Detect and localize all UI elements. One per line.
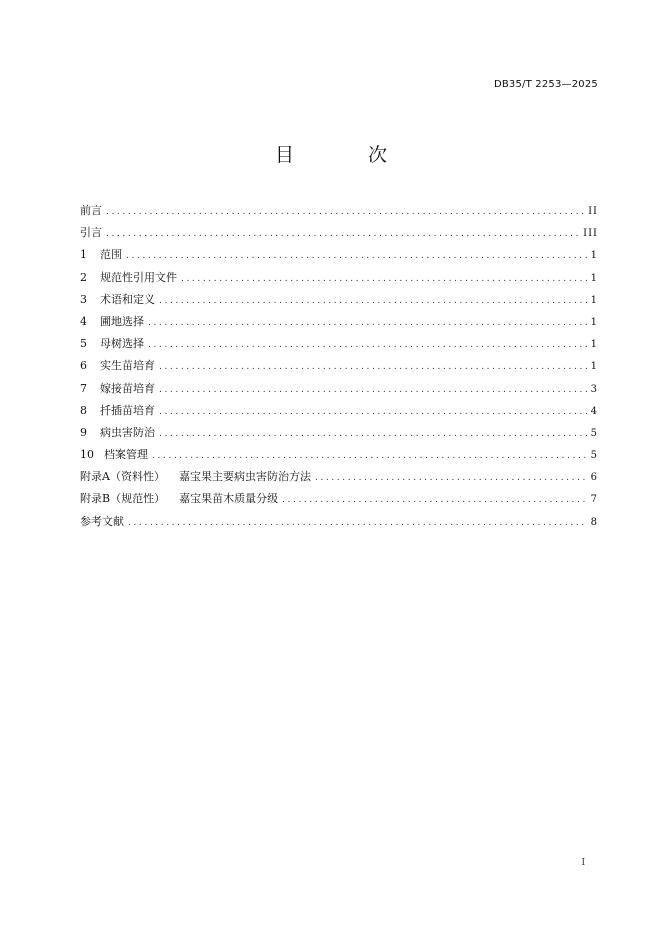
toc-entry-page: 1 xyxy=(590,294,598,306)
toc-entry-label: 参考文献 xyxy=(80,514,124,528)
toc-entry-label xyxy=(80,488,278,510)
toc-entry-page: 1 xyxy=(590,361,598,373)
toc-entry-pest-control[interactable] xyxy=(80,422,598,444)
toc-entry-label: 引言 xyxy=(80,226,102,240)
toc-entry-page: 8 xyxy=(590,516,598,528)
toc-entry-label: 病虫害防治 xyxy=(100,425,155,439)
toc-leader-dots xyxy=(106,201,584,223)
toc-entry-label: 实生苗培育 xyxy=(100,359,155,373)
toc-entry-label: 母树选择 xyxy=(100,337,144,351)
page-number: I xyxy=(581,858,585,868)
toc-entry-label: 嫁接苗培育 xyxy=(100,381,155,395)
toc-entry-label: 档案管理 xyxy=(104,448,148,462)
toc-entry-page: 3 xyxy=(590,383,598,395)
toc-entry-page: 1 xyxy=(590,250,598,262)
toc-leader-dots xyxy=(148,334,587,356)
toc-entry-number: 5 xyxy=(80,337,87,351)
toc-entry-page: 4 xyxy=(590,405,598,417)
toc-leader-dots xyxy=(315,467,587,489)
toc-entry-number: 8 xyxy=(80,403,87,417)
toc-entry-label: 前言 xyxy=(80,204,102,217)
toc-entry-records[interactable] xyxy=(80,444,598,466)
toc-leader-dots xyxy=(148,312,587,334)
toc-entry-page: 5 xyxy=(590,450,598,462)
toc-entry-label: 扦插苗培育 xyxy=(100,403,155,417)
annex-title: 嘉宝果苗木质量分级 xyxy=(179,492,279,506)
toc-entry-mother-tree[interactable] xyxy=(80,333,598,355)
toc-leader-dots xyxy=(181,268,587,290)
toc-leader-dots xyxy=(159,356,587,378)
toc-entry-normative-references[interactable] xyxy=(80,267,598,289)
toc-entry-number: 2 xyxy=(80,270,87,284)
toc-entry-page: 7 xyxy=(590,494,598,506)
toc-entry-introduction[interactable] xyxy=(80,222,598,244)
annex-designation: 附录B（规范性） xyxy=(80,492,166,506)
toc-entry-page: 1 xyxy=(590,316,598,328)
toc-entry-number: 6 xyxy=(80,359,87,373)
toc-leader-dots xyxy=(159,401,587,423)
toc-entry-cutting[interactable] xyxy=(80,400,598,422)
toc-leader-dots xyxy=(152,445,587,467)
toc-leader-dots xyxy=(159,379,587,401)
toc-entry-label: 圃地选择 xyxy=(100,314,144,328)
annex-title: 嘉宝果主要病虫害防治方法 xyxy=(178,470,311,484)
toc-entry-page: 1 xyxy=(590,272,598,284)
toc-entry-label xyxy=(80,466,311,488)
toc-entry-number: 3 xyxy=(80,292,87,306)
toc-entry-grafting[interactable] xyxy=(80,378,598,400)
toc-entry-foreword[interactable] xyxy=(80,200,598,222)
toc-leader-dots xyxy=(128,512,587,534)
toc-leader-dots xyxy=(159,423,587,445)
toc-entry-label: 术语和定义 xyxy=(100,292,155,306)
toc-entry-page: II xyxy=(588,206,598,217)
toc-entry-page: III xyxy=(583,228,598,240)
toc-entry-number: 9 xyxy=(80,425,87,439)
standard-code: DB35/T 2253—2025 xyxy=(493,79,598,90)
toc-entry-terms-definitions[interactable] xyxy=(80,289,598,311)
toc-entry-annex-b[interactable] xyxy=(80,488,598,510)
annex-designation: 附录A（资料性） xyxy=(80,470,165,484)
toc-entry-number: 10 xyxy=(80,448,94,462)
toc-leader-dots xyxy=(106,223,579,245)
toc-entry-label: 范围 xyxy=(100,248,122,262)
toc-entry-label: 规范性引用文件 xyxy=(100,270,177,284)
toc-entry-scope[interactable] xyxy=(80,244,598,266)
toc-entry-page: 5 xyxy=(590,427,598,439)
toc-entry-number: 4 xyxy=(80,314,87,328)
toc-entry-bibliography[interactable] xyxy=(80,511,598,533)
toc-entry-nursery-site[interactable] xyxy=(80,311,598,333)
table-of-contents xyxy=(80,200,598,533)
toc-leader-dots xyxy=(126,245,587,267)
toc-leader-dots xyxy=(159,290,587,312)
toc-entry-page: 6 xyxy=(590,472,598,484)
toc-entry-number: 7 xyxy=(80,381,87,395)
toc-entry-page: 1 xyxy=(590,339,598,351)
page-title: 目 次 xyxy=(274,144,422,166)
toc-leader-dots xyxy=(282,489,587,511)
toc-entry-seedling[interactable] xyxy=(80,355,598,377)
toc-entry-annex-a[interactable] xyxy=(80,466,598,488)
toc-entry-number: 1 xyxy=(80,248,87,262)
